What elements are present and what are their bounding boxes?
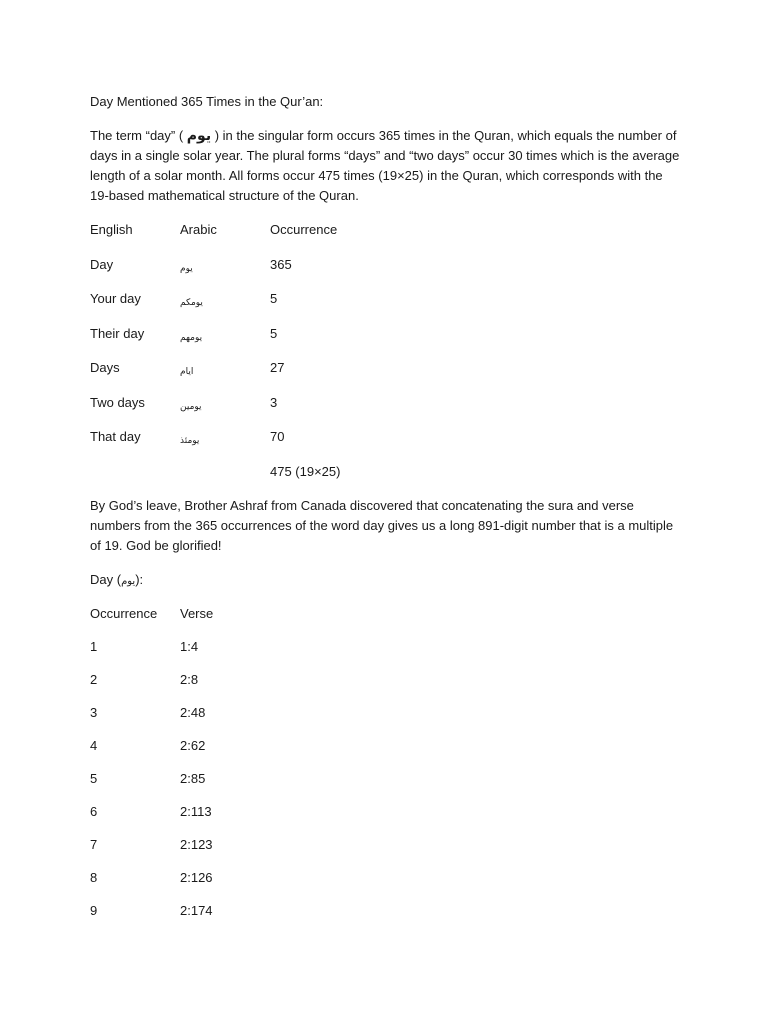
occurrence-cell: 365 bbox=[270, 256, 292, 272]
arabic-cell: يومكم bbox=[180, 298, 203, 308]
occurrence-cell: 70 bbox=[270, 429, 285, 444]
document-page bbox=[90, 92, 680, 934]
occurrence-cell: 27 bbox=[270, 360, 285, 375]
occurrence-cell: 8 bbox=[90, 870, 98, 885]
table-row bbox=[90, 324, 680, 359]
verse-cell: 2:126 bbox=[180, 870, 213, 885]
verse-cell: 2:8 bbox=[180, 672, 199, 687]
verse-cell: 2:123 bbox=[180, 837, 213, 852]
day-label-suffix: ): bbox=[135, 572, 144, 587]
intro-paragraph bbox=[90, 126, 680, 206]
table-row bbox=[90, 901, 680, 934]
verse-cell: 2:174 bbox=[180, 903, 213, 918]
header-occurrence: Occurrence bbox=[270, 222, 338, 237]
table-row bbox=[90, 255, 680, 290]
occurrence-cell: 3 bbox=[90, 705, 98, 720]
table-row bbox=[90, 868, 680, 901]
forms-table-header bbox=[90, 220, 680, 255]
english-cell: That day bbox=[90, 429, 141, 444]
intro-arabic-term: يوم bbox=[186, 128, 212, 144]
table-row bbox=[90, 427, 680, 462]
discovery-paragraph: By God’s leave, Brother Ashraf from Canada discovered that concatenating the sura and verse numbers from the 365 occurrences of the word day gives us a long 891-digit number that is a multiple of 19. God be glorified! bbox=[90, 498, 674, 553]
header-occurrence: Occurrence bbox=[90, 606, 158, 621]
arabic-cell: يومهم bbox=[180, 332, 203, 343]
english-cell: Two days bbox=[90, 394, 145, 410]
table-row bbox=[90, 835, 680, 868]
table-row bbox=[90, 393, 680, 428]
forms-table bbox=[90, 220, 680, 496]
verse-cell: 2:113 bbox=[180, 804, 212, 819]
total-occurrence: 475 (19×25) bbox=[270, 463, 341, 479]
verse-cell: 1:4 bbox=[180, 639, 199, 654]
verse-table bbox=[90, 604, 680, 934]
arabic-cell: يومئذ bbox=[180, 436, 200, 446]
occurrence-cell: 4 bbox=[90, 738, 98, 753]
occurrence-cell: 9 bbox=[90, 903, 98, 918]
occurrence-cell: 5 bbox=[270, 325, 278, 341]
occurrence-cell: 6 bbox=[90, 804, 98, 819]
verse-cell: 2:85 bbox=[180, 771, 206, 786]
english-cell: Days bbox=[90, 360, 120, 375]
intro-text-end: ) in the singular form occurs 365 times in the Quran, which equals the number of days in a single solar year. The plural forms “days” and “two days” occur 30 times which is the average length of a solar month. All forms occur 475 times (19×25) in the Quran, which corresponds with the 19-based mathematical structure of the Quran. bbox=[90, 128, 680, 203]
occurrence-cell: 7 bbox=[90, 837, 98, 852]
verse-cell: 2:48 bbox=[180, 705, 206, 720]
table-row bbox=[90, 358, 680, 393]
arabic-cell: يوم bbox=[180, 263, 193, 274]
table-row bbox=[90, 802, 680, 835]
arabic-cell: ايام bbox=[180, 367, 194, 377]
occurrence-cell: 5 bbox=[90, 771, 98, 786]
table-row bbox=[90, 736, 680, 769]
arabic-cell: يومين bbox=[180, 401, 202, 412]
english-cell: Your day bbox=[90, 291, 141, 306]
table-row bbox=[90, 289, 680, 324]
occurrence-cell: 2 bbox=[90, 672, 98, 687]
header-arabic: Arabic bbox=[180, 222, 217, 237]
page-title: Day Mentioned 365 Times in the Qur’an: bbox=[90, 94, 324, 109]
intro-text-start: The term “day” ( bbox=[90, 128, 187, 143]
verse-cell: 2:62 bbox=[180, 738, 206, 753]
day-label-arabic: يوم bbox=[121, 576, 136, 587]
occurrence-cell: 5 bbox=[270, 291, 278, 306]
table-row bbox=[90, 703, 680, 736]
table-row bbox=[90, 670, 680, 703]
verse-table-header bbox=[90, 604, 680, 637]
table-row bbox=[90, 769, 680, 802]
header-verse: Verse bbox=[180, 606, 214, 621]
header-english: English bbox=[90, 222, 133, 237]
english-cell: Day bbox=[90, 256, 114, 272]
forms-table-total-row bbox=[90, 462, 680, 497]
english-cell: Their day bbox=[90, 325, 145, 341]
occurrence-cell: 3 bbox=[270, 394, 278, 410]
day-section-label bbox=[90, 570, 680, 592]
occurrence-cell: 1 bbox=[90, 639, 98, 654]
table-row bbox=[90, 637, 680, 670]
day-label-prefix: Day ( bbox=[90, 572, 122, 587]
